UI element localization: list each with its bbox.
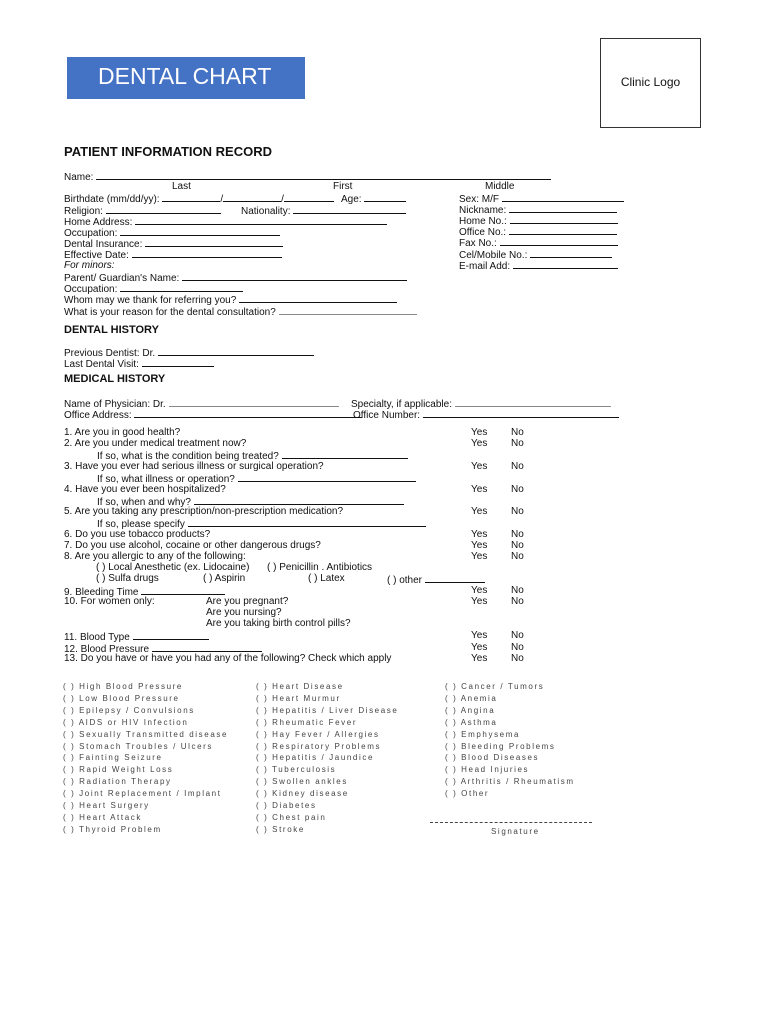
condition-col1-item-2[interactable]: ( ) Low Blood Pressure	[63, 693, 180, 703]
page-title: DENTAL CHART	[98, 63, 272, 89]
answer-yes-3[interactable]: Yes	[471, 461, 488, 472]
question-5-followup[interactable]: If so, please specify	[97, 517, 426, 531]
question-9[interactable]: 9. Bleeding Time	[64, 585, 225, 599]
condition-col2-item-6[interactable]: ( ) Respiratory Problems	[256, 741, 382, 751]
condition-col1-item-5[interactable]: ( ) Sexually Transmitted disease	[63, 729, 229, 739]
question-11[interactable]: 11. Blood Type	[64, 630, 209, 644]
answer-no-9[interactable]: No	[511, 585, 524, 596]
condition-col1-item-11[interactable]: ( ) Heart Surgery	[63, 801, 150, 810]
answer-yes-5[interactable]: Yes	[471, 506, 488, 517]
condition-col3-item-9[interactable]: ( ) Arthritis / Rheumatism	[445, 777, 575, 787]
home-address-field[interactable]: Home Address:	[64, 215, 387, 229]
logo-placeholder-label: Clinic Logo	[620, 75, 681, 89]
answer-no-4[interactable]: No	[511, 484, 524, 495]
title-banner	[67, 57, 305, 99]
condition-col1-item-8[interactable]: ( ) Rapid Weight Loss	[63, 765, 174, 775]
fax-number-field[interactable]: Fax No.:	[459, 236, 618, 250]
condition-col1-item-9[interactable]: ( ) Radiation Therapy	[63, 777, 172, 787]
condition-col2-item-5[interactable]: ( ) Hay Fever / Allergies	[256, 729, 380, 739]
condition-col1-item-3[interactable]: ( ) Epilepsy / Convulsions	[63, 705, 195, 715]
condition-col2-item-4[interactable]: ( ) Rheumatic Fever	[256, 717, 358, 727]
answer-yes-8[interactable]: Yes	[471, 551, 488, 562]
specialty-field[interactable]: Specialty, if applicable:	[351, 397, 611, 411]
question-3-followup[interactable]: If so, what illness or operation?	[97, 472, 416, 486]
answer-no-11[interactable]: No	[511, 630, 524, 641]
answer-yes-2[interactable]: Yes	[471, 438, 488, 449]
condition-col3-item-4[interactable]: ( ) Asthma	[445, 717, 498, 727]
answer-no-7[interactable]: No	[511, 540, 524, 551]
answer-no-8[interactable]: No	[511, 551, 524, 562]
condition-col2-item-8[interactable]: ( ) Tuberculosis	[256, 765, 337, 775]
condition-col1-item-4[interactable]: ( ) AIDS or HIV Infection	[63, 717, 189, 727]
name-part-first: First	[333, 181, 353, 192]
last-dental-visit-field[interactable]: Last Dental Visit:	[64, 357, 214, 371]
dental-insurance-field[interactable]: Dental Insurance:	[64, 237, 283, 251]
allergy-penicillin[interactable]: ( ) Penicillin . Antibiotics	[267, 562, 373, 573]
mobile-number-field[interactable]: Cel/Mobile No.:	[459, 248, 612, 262]
section-title-medical-history: MEDICAL HISTORY	[64, 373, 166, 385]
nationality-field[interactable]: Nationality:	[241, 204, 406, 218]
answer-no-5[interactable]: No	[511, 506, 524, 517]
office-number-physician-field[interactable]: Office Number:	[353, 408, 619, 422]
guardian-name-field[interactable]: Parent/ Guardian's Name:	[64, 271, 407, 285]
birthdate-field[interactable]: Birthdate (mm/dd/yy): / /	[64, 192, 334, 206]
answer-no-3[interactable]: No	[511, 461, 524, 472]
question-3: 3. Have you ever had serious illness or surgical operation?	[64, 461, 324, 472]
question-10: 10. For women only:	[64, 596, 155, 607]
answer-yes-1[interactable]: Yes	[471, 427, 488, 438]
condition-col1-item-13[interactable]: ( ) Thyroid Problem	[63, 824, 162, 834]
clinic-logo-placeholder	[600, 38, 701, 128]
condition-col1-item-7[interactable]: ( ) Fainting Seizure	[63, 753, 163, 763]
condition-col2-item-2[interactable]: ( ) Heart Murmur	[256, 693, 341, 703]
answer-yes-13[interactable]: Yes	[471, 653, 488, 664]
condition-col3-item-3[interactable]: ( ) Angina	[445, 705, 496, 715]
nickname-field[interactable]: Nickname:	[459, 203, 617, 217]
women-question-nursing: Are you nursing?	[206, 607, 282, 618]
section-title-patient-info: PATIENT INFORMATION RECORD	[64, 144, 272, 159]
condition-col3-item-8[interactable]: ( ) Head Injuries	[445, 765, 530, 775]
sex-field[interactable]: Sex: M/F	[459, 192, 624, 206]
physician-name-field[interactable]: Name of Physician: Dr.	[64, 397, 339, 411]
condition-col2-item-10[interactable]: ( ) Kidney disease	[256, 789, 349, 799]
answer-yes-12[interactable]: Yes	[471, 642, 488, 653]
condition-col1-item-10[interactable]: ( ) Joint Replacement / Implant	[63, 789, 222, 799]
question-7: 7. Do you use alcohol, cocaine or other dangerous drugs?	[64, 540, 321, 551]
question-6: 6. Do you use tobacco products?	[64, 529, 211, 540]
for-minors-label: For minors:	[64, 260, 115, 271]
condition-col2-item-13[interactable]: ( ) Stroke	[256, 824, 305, 834]
effective-date-field[interactable]: Effective Date:	[64, 248, 282, 262]
question-4: 4. Have you ever been hospitalized?	[64, 484, 226, 495]
reason-field[interactable]: What is your reason for the dental consultation?	[64, 305, 417, 319]
answer-yes-6[interactable]: Yes	[471, 529, 488, 540]
condition-col2-item-1[interactable]: ( ) Heart Disease	[256, 682, 344, 691]
answer-yes-9[interactable]: Yes	[471, 585, 488, 596]
condition-col1-item-1[interactable]: ( ) High Blood Pressure	[63, 682, 183, 691]
condition-col3-item-5[interactable]: ( ) Emphysema	[445, 729, 521, 739]
answer-yes-10[interactable]: Yes	[471, 596, 488, 607]
name-part-last: Last	[172, 181, 191, 192]
answer-no-13[interactable]: No	[511, 653, 524, 664]
guardian-occupation-field[interactable]: Occupation:	[64, 282, 243, 296]
answer-yes-11[interactable]: Yes	[471, 630, 488, 641]
answer-no-6[interactable]: No	[511, 529, 524, 540]
women-question-pregnant: Are you pregnant?	[206, 596, 289, 607]
answer-no-1[interactable]: No	[511, 427, 524, 438]
section-title-dental-history: DENTAL HISTORY	[64, 324, 159, 336]
condition-col2-item-7[interactable]: ( ) Hepatitis / Jaundice	[256, 753, 374, 763]
allergy-aspirin[interactable]: ( ) Aspirin	[203, 573, 246, 584]
question-2: 2. Are you under medical treatment now?	[64, 438, 247, 449]
condition-col1-item-6[interactable]: ( ) Stomach Troubles / Ulcers	[63, 741, 213, 751]
question-13: 13. Do you have or have you had any of the following? Check which apply	[64, 653, 392, 664]
allergy-latex[interactable]: ( ) Latex	[308, 573, 345, 584]
condition-col1-item-12[interactable]: ( ) Heart Attack	[63, 812, 142, 822]
question-8: 8. Are you allergic to any of the following:	[64, 551, 246, 562]
office-address-field[interactable]: Office Address:	[64, 408, 362, 422]
name-field[interactable]: Name:	[64, 170, 551, 184]
question-2-followup[interactable]: If so, what is the condition being treated?	[97, 449, 408, 463]
question-5: 5. Are you taking any prescription/non-prescription medication?	[64, 506, 344, 517]
name-part-middle: Middle	[485, 181, 515, 192]
answer-no-2[interactable]: No	[511, 438, 524, 449]
condition-col3-item-1[interactable]: ( ) Cancer / Tumors	[445, 682, 545, 691]
condition-col2-item-11[interactable]: ( ) Diabetes	[256, 801, 317, 810]
office-number-field[interactable]: Office No.:	[459, 225, 617, 239]
religion-field[interactable]: Religion:	[64, 204, 221, 218]
answer-yes-7[interactable]: Yes	[471, 540, 488, 551]
question-1: 1. Are you in good health?	[64, 427, 181, 438]
answer-yes-4[interactable]: Yes	[471, 484, 488, 495]
home-number-field[interactable]: Home No.:	[459, 214, 618, 228]
condition-col3-item-2[interactable]: ( ) Anemia	[445, 693, 498, 703]
condition-col3-item-7[interactable]: ( ) Blood Diseases	[445, 753, 540, 763]
condition-col2-item-9[interactable]: ( ) Swollen ankles	[256, 777, 348, 787]
answer-no-12[interactable]: No	[511, 642, 524, 653]
question-4-followup[interactable]: If so, when and why?	[97, 495, 404, 509]
occupation-field[interactable]: Occupation:	[64, 226, 280, 240]
condition-col3-item-6[interactable]: ( ) Bleeding Problems	[445, 741, 556, 751]
email-field[interactable]: E-mail Add:	[459, 259, 618, 273]
women-question-birth-control: Are you taking birth control pills?	[206, 618, 351, 629]
condition-col2-item-12[interactable]: ( ) Chest pain	[256, 812, 327, 822]
question-12[interactable]: 12. Blood Pressure	[64, 642, 262, 656]
signature-label: Signature	[491, 827, 540, 836]
condition-col2-item-3[interactable]: ( ) Hepatitis / Liver Disease	[256, 705, 399, 715]
answer-no-10[interactable]: No	[511, 596, 524, 607]
allergy-sulfa[interactable]: ( ) Sulfa drugs	[96, 573, 159, 584]
signature-line[interactable]	[430, 822, 592, 823]
referral-field[interactable]: Whom may we thank for referring you?	[64, 293, 397, 307]
previous-dentist-field[interactable]: Previous Dentist: Dr.	[64, 346, 314, 360]
condition-col3-item-10[interactable]: ( ) Other	[445, 789, 490, 799]
allergy-other[interactable]: ( ) other	[387, 573, 485, 587]
age-field[interactable]: Age:	[341, 192, 406, 206]
allergy-local-anesthetic[interactable]: ( ) Local Anesthetic (ex. Lidocaine)	[96, 562, 250, 573]
